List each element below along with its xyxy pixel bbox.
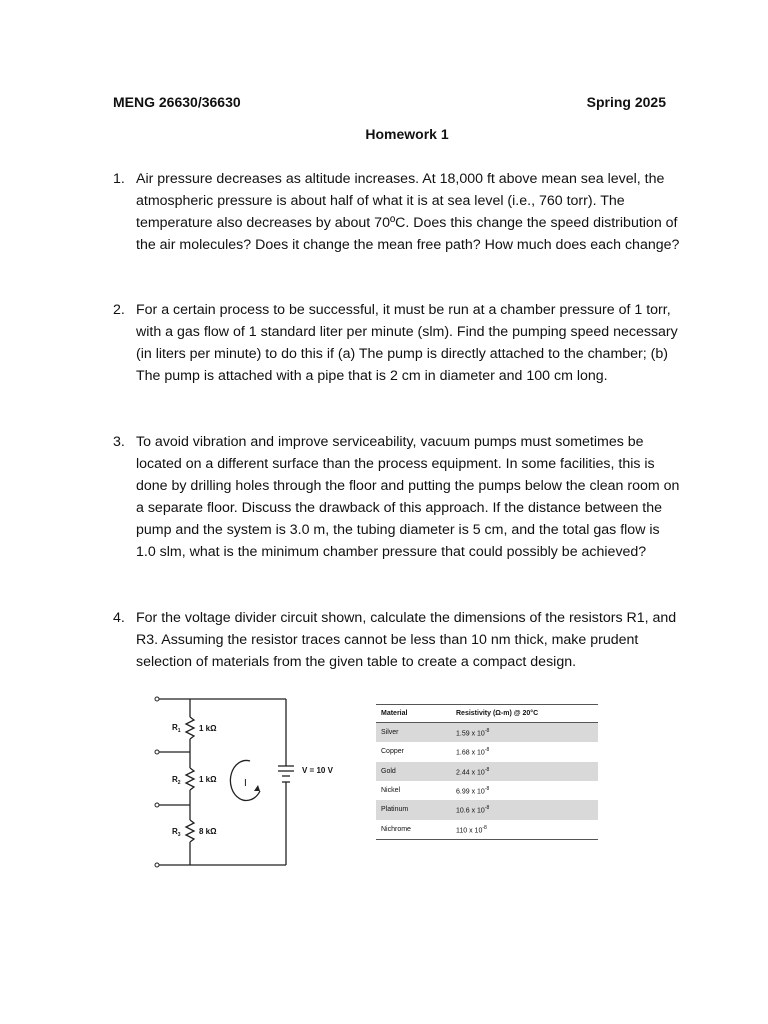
r2-label: $R_2$ — [172, 775, 181, 786]
resistivity-cell: 6.99 x $10^{-8}$ — [456, 785, 490, 796]
resistivity-cell: 1.59 x $10^{-8}$ — [451, 723, 598, 743]
table-row — [376, 723, 598, 743]
question-3 — [113, 431, 681, 563]
table-header-row — [376, 705, 598, 723]
resistivity-cell: 110 x $10^{-8}$ — [451, 820, 598, 840]
question-number: 4. — [113, 610, 125, 626]
r3-value: 8 kΩ — [199, 827, 217, 836]
question-number: 2. — [113, 302, 125, 318]
r1-label: $R_1$ — [172, 723, 181, 734]
source-label: V = 10 V — [302, 766, 333, 775]
terminal-node — [155, 803, 159, 807]
material-cell: Gold — [376, 762, 451, 781]
question-2 — [113, 299, 681, 387]
voltage-divider-circuit — [150, 690, 350, 870]
column-header: Resistivity (Ω-m) @ 20°C — [451, 705, 598, 723]
material-cell: Nickel — [381, 787, 401, 795]
resistivity-table — [376, 704, 598, 840]
page-title: Homework 1 — [365, 126, 449, 142]
terminal-node — [155, 863, 159, 867]
table-row — [376, 742, 598, 761]
course-code: MENG 26630/36630 — [113, 94, 241, 110]
resistor-r1 — [186, 717, 194, 739]
r3-label: $R_3$ — [172, 827, 181, 838]
table-row — [376, 781, 598, 800]
question-text: To avoid vibration and improve serviceability, vacuum pumps must sometimes be located on a different surface than the process equipment. In some facilities, this is done by drilling holes through the floor and putting the pumps below the clean room on a separate floor. Discuss the drawback of this approach. If the distance between the pump and the system is 3.0 m, the tubing diameter is 5 cm, and the total gas flow is 1.0 slm, what is the minimum chamber pressure that could possibly be achieved? — [136, 434, 680, 560]
table-row — [376, 762, 598, 781]
table-row — [376, 820, 598, 840]
material-cell: Platinum — [376, 800, 451, 819]
column-header: Material — [376, 705, 451, 723]
question-text: For the voltage divider circuit shown, calculate the dimensions of the resistors R1, and R3. Assuming the resistor traces cannot be less than 10 nm thick, make prudent selection of materials from the given table to create a compact design. — [136, 610, 677, 670]
arrow-head-icon — [254, 785, 260, 791]
resistivity-cell: 2.44 x $10^{-8}$ — [451, 762, 598, 781]
question-text: Air pressure decreases as altitude increases. At 18,000 ft above mean sea level, the atmospheric pressure is about half of what it is at sea level (i.e., 760 torr). The temperature also decreases by about 70ºC. Does this change the speed distribution of the air molecules? Does it change the mean free path? How much does each change? — [136, 171, 680, 253]
question-4 — [113, 607, 681, 673]
resistor-r3 — [186, 820, 194, 842]
terminal-node — [155, 697, 159, 701]
term-label: Spring 2025 — [586, 94, 666, 110]
r2-value: 1 kΩ — [199, 775, 217, 784]
r1-value: 1 kΩ — [199, 724, 217, 733]
resistivity-cell: 10.6 x $10^{-8}$ — [451, 800, 598, 819]
current-label: I — [244, 778, 247, 789]
resistor-r2 — [186, 768, 194, 790]
question-text: For a certain process to be successful, it must be run at a chamber pressure of 1 torr, with a gas flow of 1 standard liter per minute (slm). Find the pumping speed necessary (in liters per minute) to do this if (a) The pump is directly attached to the chamber; (b) The pump is attached with a pipe that is 2 cm in diameter and 100 cm long. — [136, 302, 678, 384]
resistivity-cell: 1.68 x $10^{-8}$ — [456, 747, 490, 757]
question-1 — [113, 168, 681, 256]
table-row — [376, 800, 598, 819]
terminal-node — [155, 750, 159, 754]
material-cell: Nichrome — [376, 820, 451, 840]
question-number: 1. — [113, 171, 125, 187]
question-number: 3. — [113, 434, 125, 450]
material-cell: Silver — [376, 723, 451, 743]
material-cell: Copper — [381, 748, 404, 756]
